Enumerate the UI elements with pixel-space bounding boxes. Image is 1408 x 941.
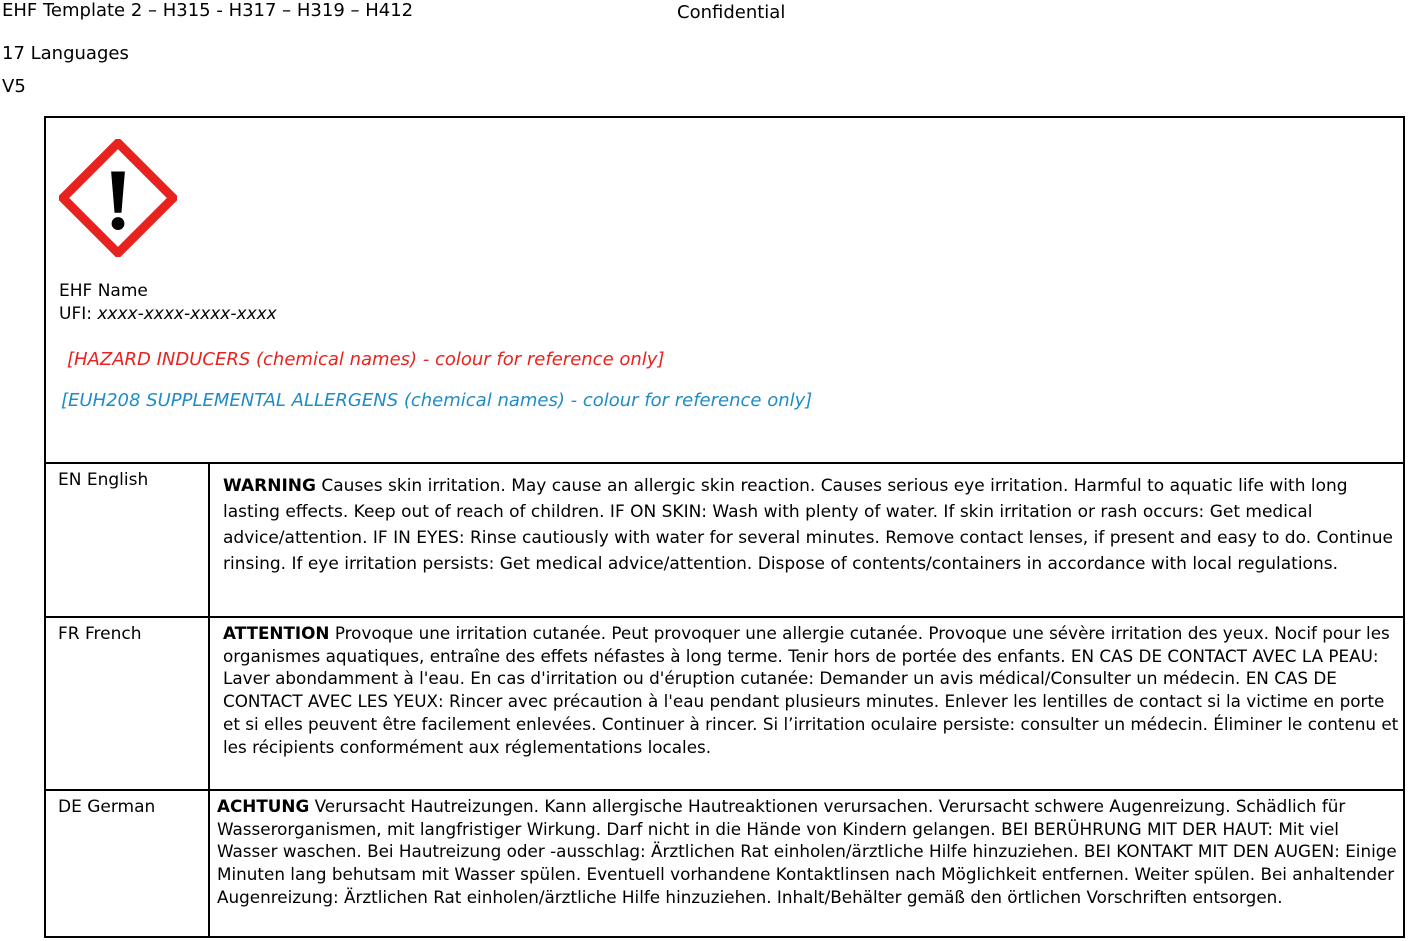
language-name: DE German bbox=[46, 791, 210, 936]
supplemental-allergens: [EUH208 SUPPLEMENTAL ALLERGENS (chemical names) - colour for reference only] bbox=[61, 390, 813, 411]
ufi-line bbox=[59, 303, 277, 326]
statements: Causes skin irritation. May cause an allergic skin reaction. Causes serious eye irritation. Harmful to aquatic life with long lasting effects. Keep out of reach of children. IF ON SKIN: Wash with plenty of water. If skin irritation or rash occurs: Get medical advice/attention. IF IN EYES: Rinse cautiously with water for several minutes. Remove contact lenses, if present and easy to do. Continue rinsing. If eye irritation persists: Get medical advice/attention. Dispose of contents/containers in accordance with local regulations. bbox=[223, 476, 1393, 574]
statements: Verursacht Hautreizungen. Kann allergische Hautreaktionen verursachen. Verursacht schwere Augenreizung. Schädlich für Wasserorganismen, mit langfristiger Wirkung. Darf nicht in die Hände von Kindern gelangen. BEI BERÜHRUNG MIT DER HAUT: Mit viel Wasser waschen. Bei Hautreizung oder -ausschlag: Ärztlichen Rat einholen/ärztliche Hilfe hinzuziehen. BEI KONTAKT MIT DEN AUGEN: Einige Minuten lang behutsam mit Wasser spülen. Eventuell vorhandene Kontaktlinsen nach Möglichkeit entfernen. Weiter spülen. Bei anhaltender Augenreizung: Ärztlichen Rat einholen/ärztliche Hilfe hinzuziehen. Inhalt/Behälter gemäß den örtlichen Vorschriften entsorgen. bbox=[217, 796, 1397, 907]
signal-word: ATTENTION bbox=[223, 623, 330, 643]
ufi-label: UFI: bbox=[59, 304, 98, 324]
language-row-fr bbox=[46, 616, 1403, 789]
hazard-inducers: [HAZARD INDUCERS (chemical names) - colour for reference only] bbox=[67, 349, 665, 370]
exclamation-mark-icon bbox=[59, 139, 177, 257]
signal-word: ACHTUNG bbox=[217, 796, 310, 816]
language-row-de bbox=[46, 789, 1403, 936]
label-frame bbox=[44, 116, 1405, 938]
ehf-name: EHF Name bbox=[59, 281, 148, 301]
statements: Provoque une irritation cutanée. Peut provoquer une allergie cutanée. Provoque une sévère irritation des yeux. Nocif pour les organismes aquatiques, entraîne des effets néfastes à long terme. Tenir hors de portée des enfants. EN CAS DE CONTACT AVEC LA PEAU: Laver abondamment à l'eau. En cas d'irritation ou d'éruption cutanée: Demander un avis médical/Consulter un médecin. EN CAS DE CONTACT AVEC LES YEUX: Rincer avec précaution à l'eau pendant plusieurs minutes. Enlever les lentilles de contact si la victime en porte et si elles peuvent être facilement enlevées. Continuer à rincer. Si l’irritation oculaire persiste: consulter un médecin. Éliminer le contenu et les récipients conformément aux réglementations locales. bbox=[223, 623, 1399, 757]
version-label: V5 bbox=[2, 76, 26, 97]
language-row-en bbox=[46, 462, 1403, 616]
ufi-value: xxxx-xxxx-xxxx-xxxx bbox=[97, 304, 277, 324]
language-name: FR French bbox=[46, 618, 210, 789]
signal-word: WARNING bbox=[223, 476, 316, 496]
label-text bbox=[223, 618, 1401, 758]
confidential-label: Confidential bbox=[677, 2, 786, 23]
label-text bbox=[223, 464, 1401, 577]
label-text bbox=[217, 791, 1401, 909]
language-name: EN English bbox=[46, 464, 210, 616]
languages-count: 17 Languages bbox=[2, 43, 129, 64]
product-info bbox=[59, 280, 277, 326]
template-title: EHF Template 2 – H315 - H317 – H319 – H412 bbox=[2, 0, 414, 21]
